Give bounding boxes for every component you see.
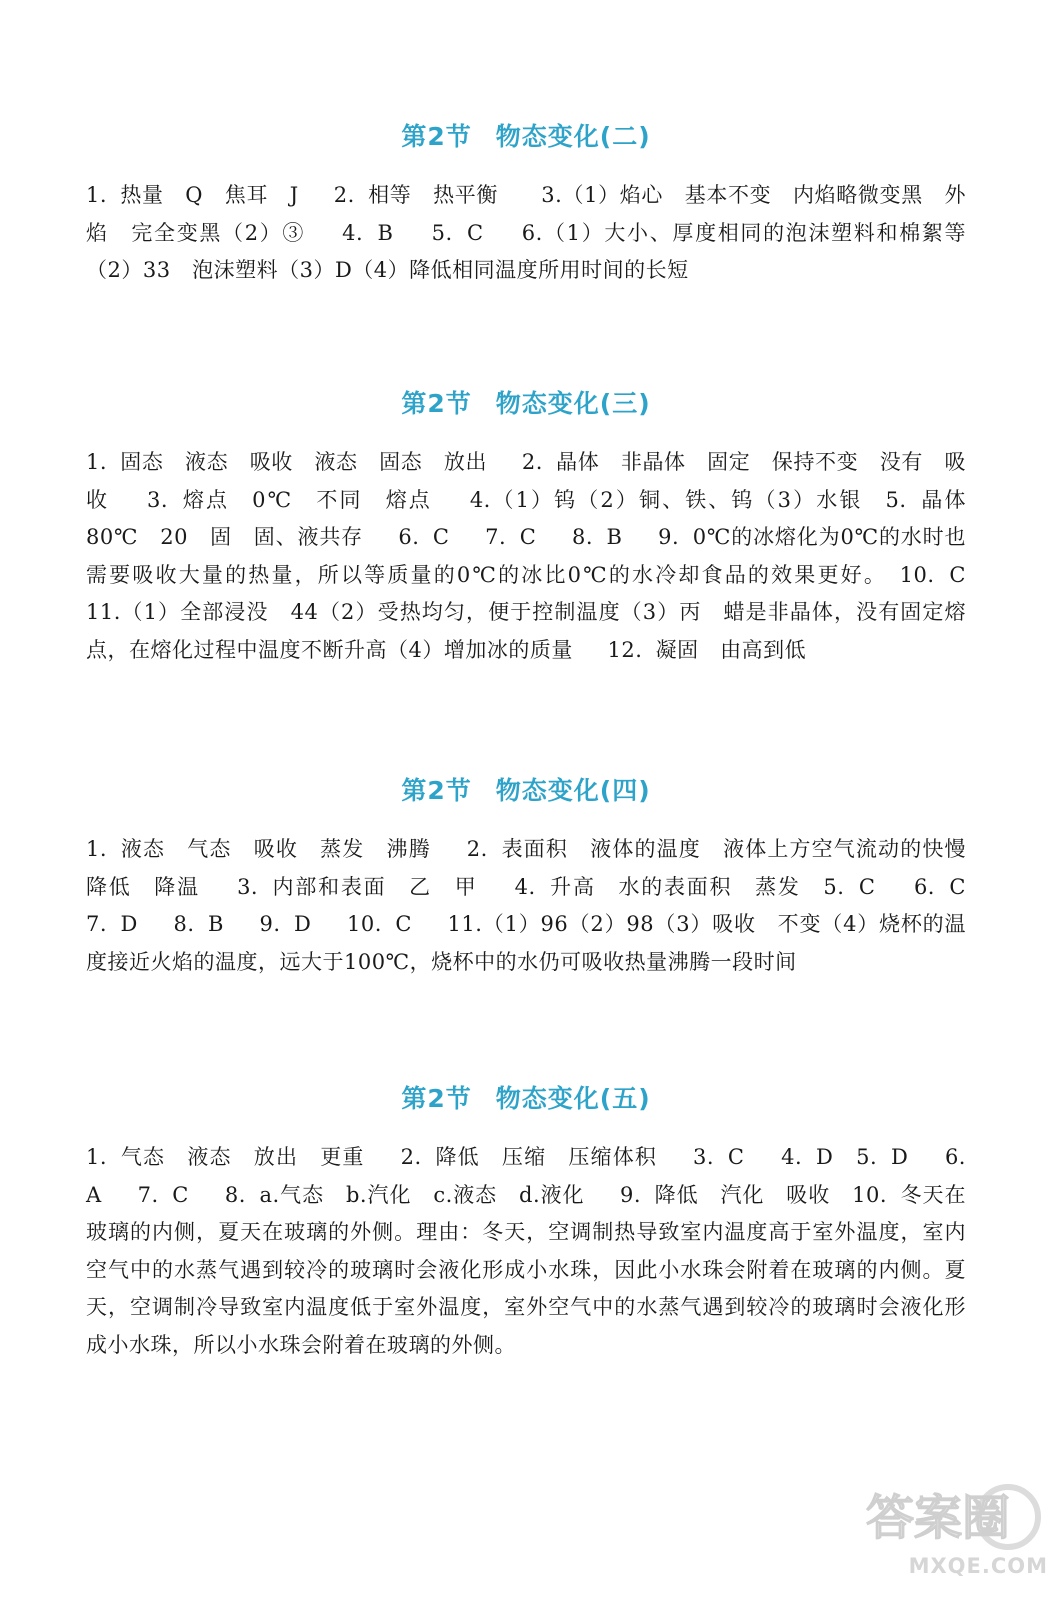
section-state-change-2 xyxy=(86,117,966,290)
watermark-logo-text: 答案圈 xyxy=(866,1490,1011,1546)
section-answers: 1. 液态 气态 吸收 蒸发 沸腾 2. 表面积 液体的温度 液体上方空气流动的快慢 降低 降温 3. 内部和表面 乙 甲 4. 升高 水的表面积 蒸发 5. C 6. C 7. D 8. B 9. D 10. C 11.（1）96（2）98（3）吸收 不变（4）烧杯的温度接近火焰的温度，远大于100℃，烧杯中的水仍可吸收热量沸腾一段时间 xyxy=(86,837,1001,974)
section-name: 物态变化(三) xyxy=(495,389,651,418)
section-name: 物态变化(五) xyxy=(495,1084,651,1113)
watermark-logo-icon xyxy=(858,1482,1048,1552)
section-name: 物态变化(四) xyxy=(495,776,651,805)
section-answers: 1. 热量 Q 焦耳 J 2. 相等 热平衡 3.（1）焰心 基本不变 内焰略微变黑 外焰 完全变黑（2）③ 4. B 5. C 6.（1）大小、厚度相同的泡沫塑料和棉絮等（2）33 泡沫塑料（3）D（4）降低相同温度所用时间的长短 xyxy=(86,183,966,282)
section-title xyxy=(86,771,966,811)
section-state-change-4 xyxy=(86,771,1001,981)
section-title xyxy=(86,117,966,157)
section-answers: 1. 气态 液态 放出 更重 2. 降低 压缩 压缩体积 3. C 4. D 5. D 6. A 7. C 8. a.气态 b.汽化 c.液态 d.液化 9. 降低 汽化 吸收 10. 冬天在玻璃的内侧，夏天在玻璃的外侧。理由：冬天，空调制热导致室内温度高于室外温度，室内空气中的水蒸气遇到较冷的玻璃时会液化形成小水珠，因此小水珠会附着在玻璃的内侧。夏天，空调制冷导致室内温度低于室外温度，室外空气中的水蒸气遇到较冷的玻璃时会液化形成小水珠，所以小水珠会附着在玻璃的外侧。 xyxy=(86,1145,966,1357)
section-number: 第2节 xyxy=(401,122,472,151)
section-title xyxy=(86,1079,966,1119)
section-answers: 1. 固态 液态 吸收 液态 固态 放出 2. 晶体 非晶体 固定 保持不变 没有 吸收 3. 熔点 0℃ 不同 熔点 4.（1）钨（2）铜、铁、钨（3）水银 5. 晶体 80℃ 20 固 固、液共存 6. C 7. C 8. B 9. 0℃的冰熔化为0℃的水时也需要吸收大量的热量，所以等质量的0℃的冰比0℃的水冷却食品的效果更好。 10. C 11.（1）全部浸没 44（2）受热均匀，便于控制温度（3）丙 蜡是非晶体，没有固定熔点，在熔化过程中温度不断升高（4）增加冰的质量 12. 凝固 由高到低 xyxy=(86,450,1001,662)
section-number: 第2节 xyxy=(401,389,472,418)
section-number: 第2节 xyxy=(401,1084,472,1113)
watermark xyxy=(858,1482,1048,1592)
section-name: 物态变化(二) xyxy=(495,122,651,151)
watermark-site: MXQE.COM xyxy=(908,1554,1048,1578)
section-state-change-5 xyxy=(86,1079,966,1364)
section-number: 第2节 xyxy=(401,776,472,805)
section-state-change-3 xyxy=(86,384,1001,669)
section-title xyxy=(86,384,966,424)
